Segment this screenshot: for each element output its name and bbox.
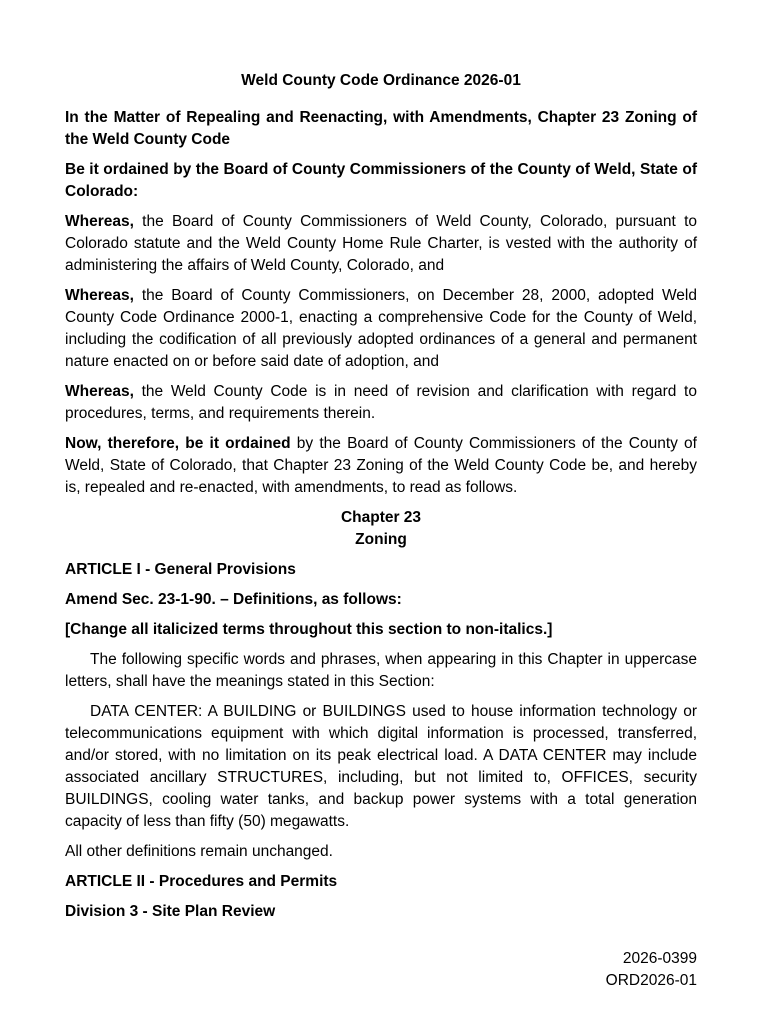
recital-2-lead: Whereas, (65, 287, 134, 304)
data-center-definition: DATA CENTER: A BUILDING or BUILDINGS used to house information technology or telecommunications equipment with which digital information is processed, transferred, and/or stored, with no limitation on its peak electrical load. A DATA CENTER may include associated ancillary STRUCTURES, including, but not limited to, OFFICES, security BUILDINGS, cooling water tanks, and backup power systems with a total generation capacity of less than fifty (50) megawatts. (65, 703, 697, 830)
footer-doc-number: 2026-0399 (622, 950, 697, 967)
enactment-heading: Be it ordained by the Board of County Commissioners of the County of Weld, State of Colorado: (65, 161, 697, 200)
article-2-heading: ARTICLE II - Procedures and Permits (65, 873, 338, 890)
recital-3-text: the Weld County Code is in need of revision and clarification with regard to procedures, terms, and requirements therein. (65, 383, 697, 422)
definitions-intro: The following specific words and phrases, when appearing in this Chapter in uppercase letters, shall have the meanings stated in this Section: (65, 651, 697, 690)
page-footer (606, 948, 697, 992)
ordained-clause-text: by the Board of County Commissioners of the County of Weld, State of Colorado, that Chapter 23 Zoning of the Weld County Code be, and hereby is, repealed and re-enacted, with amendments, to read as follows. (65, 435, 697, 496)
recital-paragraph-3 (65, 381, 697, 425)
footer-ordinance-number: ORD2026-01 (605, 972, 697, 989)
recital-2-text: the Board of County Commissioners, on December 28, 2000, adopted Weld County Code Ordinance 2000-1, enacting a comprehensive Code for the County of Weld, including the codification of all previously adopted ordinances of a general and permanent nature enacted on or before said date of adoption, and (65, 287, 697, 370)
ordained-clause (65, 433, 697, 499)
recital-paragraph-2 (65, 285, 697, 373)
amend-section-heading: Amend Sec. 23-1-90. – Definitions, as follows: (65, 591, 402, 608)
subject-heading: In the Matter of Repealing and Reenacting, with Amendments, Chapter 23 Zoning of the Weld County Code (65, 109, 697, 148)
recital-1-text: the Board of County Commissioners of Weld County, Colorado, pursuant to Colorado statute and the Weld County Home Rule Charter, is vested with the authority of administering the affairs of Weld County, Colorado, and (65, 213, 697, 274)
recital-3-lead: Whereas, (65, 383, 134, 400)
article-1-heading: ARTICLE I - General Provisions (65, 561, 296, 578)
division-3-heading: Division 3 - Site Plan Review (65, 903, 276, 920)
editorial-instruction: [Change all italicized terms throughout this section to non-italics.] (65, 621, 553, 638)
ordained-clause-lead: Now, therefore, be it ordained (65, 435, 291, 452)
definitions-unchanged-note: All other definitions remain unchanged. (65, 843, 333, 860)
chapter-heading-line2: Zoning (355, 531, 407, 548)
chapter-heading-line1: Chapter 23 (340, 509, 422, 526)
recital-paragraph-1 (65, 211, 697, 277)
document-title: Weld County Code Ordinance 2026-01 (241, 72, 521, 89)
recital-1-lead: Whereas, (65, 213, 134, 230)
chapter-heading (65, 507, 697, 551)
